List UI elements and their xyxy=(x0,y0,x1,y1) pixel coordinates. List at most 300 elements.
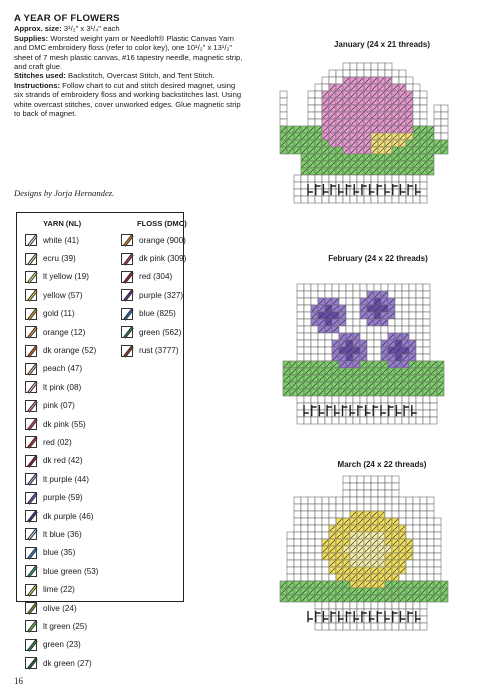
yarn-key-row xyxy=(25,507,115,525)
canvas-cell xyxy=(315,98,322,105)
instructions-text: Follow chart to cut and stitch desired magnet, using six strands of embroidery floss and working backstitches last. Using white overcast stitches, cover unworked edges. Glue magnetic strip to back of magnet. xyxy=(14,80,242,119)
canvas-cell xyxy=(297,340,304,347)
canvas-cell xyxy=(406,196,413,203)
floss-swatch xyxy=(121,345,133,357)
canvas-cell xyxy=(343,504,350,511)
floss-key-row xyxy=(121,341,187,359)
canvas-cell xyxy=(280,112,287,119)
yarn-key-row xyxy=(25,452,115,470)
canvas-cell xyxy=(294,567,301,574)
yarn-swatch xyxy=(25,400,37,412)
canvas-cell xyxy=(308,175,315,182)
canvas-cell xyxy=(420,105,427,112)
canvas-cell xyxy=(364,497,371,504)
canvas-cell xyxy=(416,312,423,319)
yarn-swatch xyxy=(25,418,37,430)
canvas-cell xyxy=(381,403,388,410)
canvas-cell xyxy=(357,504,364,511)
canvas-cell xyxy=(353,396,360,403)
canvas-cell xyxy=(427,511,434,518)
canvas-cell xyxy=(367,354,374,361)
canvas-cell xyxy=(350,196,357,203)
canvas-cell xyxy=(357,623,364,630)
canvas-cell xyxy=(409,291,416,298)
canvas-cell xyxy=(322,77,329,84)
canvas-cell xyxy=(308,119,315,126)
canvas-cell xyxy=(427,532,434,539)
yarn-column xyxy=(25,219,115,672)
supplies-text: Worsted weight yarn or Needloft® Plastic Canvas Yarn and DMC embroidery floss (refer to color key), one 10¹/₂" x 13¹/₂" sheet of 7 mesh plastic canvas, #16 tapestry needle, magnetic strip, and craft glue. xyxy=(14,33,243,72)
canvas-cell xyxy=(416,417,423,424)
yarn-key-row xyxy=(25,231,115,249)
canvas-cell xyxy=(423,417,430,424)
yarn-color-label: green (23) xyxy=(43,640,81,650)
canvas-cell xyxy=(402,312,409,319)
yarn-key-row xyxy=(25,488,115,506)
canvas-cell xyxy=(388,291,395,298)
canvas-cell xyxy=(420,539,427,546)
canvas-cell xyxy=(385,504,392,511)
canvas-cell xyxy=(434,532,441,539)
canvas-cell xyxy=(413,105,420,112)
yarn-color-label: dk red (42) xyxy=(43,456,83,466)
canvas-cell xyxy=(385,602,392,609)
canvas-cell xyxy=(413,119,420,126)
canvas-cell xyxy=(357,483,364,490)
floss-list xyxy=(121,231,187,360)
canvas-cell xyxy=(287,560,294,567)
yarn-color-label: blue green (53) xyxy=(43,566,99,576)
approx-size-label: Approx. size: xyxy=(14,24,62,34)
canvas-cell xyxy=(371,70,378,77)
canvas-cell xyxy=(311,396,318,403)
canvas-cell xyxy=(308,567,315,574)
canvas-cell xyxy=(378,490,385,497)
canvas-cell xyxy=(325,291,332,298)
canvas-cell xyxy=(395,326,402,333)
yarn-swatch xyxy=(25,363,37,375)
canvas-cell xyxy=(357,70,364,77)
canvas-cell xyxy=(392,623,399,630)
canvas-cell xyxy=(406,616,413,623)
canvas-cell xyxy=(339,326,346,333)
canvas-cell xyxy=(413,91,420,98)
canvas-cell xyxy=(427,525,434,532)
canvas-cell xyxy=(353,305,360,312)
yarn-key-row xyxy=(25,525,115,543)
canvas-cell xyxy=(329,196,336,203)
canvas-cell xyxy=(416,284,423,291)
canvas-cell xyxy=(322,84,329,91)
canvas-cell xyxy=(385,196,392,203)
canvas-cell xyxy=(301,182,308,189)
canvas-cell xyxy=(385,63,392,70)
canvas-cell xyxy=(360,417,367,424)
canvas-cell xyxy=(402,305,409,312)
canvas-cell xyxy=(360,333,367,340)
canvas-cell xyxy=(402,417,409,424)
canvas-cell xyxy=(339,284,346,291)
canvas-cell xyxy=(395,305,402,312)
canvas-cell xyxy=(399,623,406,630)
yarn-color-label: olive (24) xyxy=(43,603,77,613)
canvas-cell xyxy=(409,396,416,403)
canvas-cell xyxy=(420,602,427,609)
canvas-cell xyxy=(409,298,416,305)
canvas-cell xyxy=(304,312,311,319)
canvas-cell xyxy=(287,567,294,574)
canvas-cell xyxy=(315,504,322,511)
canvas-cell xyxy=(339,291,346,298)
floss-key-row xyxy=(121,268,187,286)
canvas-cell xyxy=(406,84,413,91)
canvas-cell xyxy=(367,340,374,347)
canvas-cell xyxy=(332,291,339,298)
canvas-cell xyxy=(304,319,311,326)
floss-color-label: blue (825) xyxy=(139,309,176,319)
canvas-cell xyxy=(350,70,357,77)
canvas-cell xyxy=(395,291,402,298)
canvas-cell xyxy=(297,354,304,361)
canvas-cell xyxy=(409,312,416,319)
canvas-cell xyxy=(367,417,374,424)
yarn-key-row xyxy=(25,599,115,617)
canvas-cell xyxy=(367,347,374,354)
canvas-cell xyxy=(360,326,367,333)
canvas-cell xyxy=(350,490,357,497)
canvas-cell xyxy=(339,396,346,403)
instructions-paragraph xyxy=(14,81,246,119)
canvas-cell xyxy=(308,511,315,518)
canvas-cell xyxy=(325,417,332,424)
canvas-cell xyxy=(332,417,339,424)
canvas-cell xyxy=(343,175,350,182)
canvas-cell xyxy=(402,319,409,326)
canvas-cell xyxy=(406,497,413,504)
canvas-cell xyxy=(332,333,339,340)
canvas-cell xyxy=(413,504,420,511)
canvas-cell xyxy=(420,119,427,126)
approx-size-value: 3¹/₂" x 3¹/₄" each xyxy=(63,24,120,34)
canvas-cell xyxy=(416,305,423,312)
canvas-cell xyxy=(434,525,441,532)
canvas-cell xyxy=(406,504,413,511)
canvas-cell xyxy=(434,105,441,112)
canvas-cell xyxy=(301,511,308,518)
canvas-cell xyxy=(378,189,385,196)
canvas-cell xyxy=(423,410,430,417)
canvas-cell xyxy=(308,546,315,553)
canvas-cell xyxy=(294,574,301,581)
canvas-cell xyxy=(413,546,420,553)
canvas-cell xyxy=(301,175,308,182)
canvas-cell xyxy=(346,326,353,333)
canvas-cell xyxy=(388,319,395,326)
canvas-cell xyxy=(329,504,336,511)
canvas-cell xyxy=(420,609,427,616)
canvas-cell xyxy=(441,133,448,140)
yarn-color-label: lime (22) xyxy=(43,585,75,595)
canvas-cell xyxy=(434,574,441,581)
canvas-cell xyxy=(392,497,399,504)
floss-swatch xyxy=(121,253,133,265)
canvas-cell xyxy=(315,553,322,560)
canvas-cell xyxy=(420,511,427,518)
canvas-cell xyxy=(420,91,427,98)
canvas-cell xyxy=(395,298,402,305)
canvas-cell xyxy=(346,319,353,326)
canvas-cell xyxy=(346,396,353,403)
canvas-cell xyxy=(406,560,413,567)
canvas-cell xyxy=(297,305,304,312)
canvas-cell xyxy=(434,112,441,119)
canvas-cell xyxy=(364,504,371,511)
canvas-cell xyxy=(325,354,332,361)
canvas-cell xyxy=(318,396,325,403)
canvas-cell xyxy=(315,525,322,532)
supplies-label: Supplies: xyxy=(14,33,49,43)
yarn-swatch xyxy=(25,345,37,357)
canvas-cell xyxy=(441,112,448,119)
canvas-cell xyxy=(304,396,311,403)
canvas-cell xyxy=(336,504,343,511)
canvas-cell xyxy=(374,347,381,354)
canvas-cell xyxy=(406,518,413,525)
instructions-block xyxy=(14,14,246,118)
canvas-cell xyxy=(427,497,434,504)
canvas-cell xyxy=(399,77,406,84)
canvas-cell xyxy=(360,396,367,403)
canvas-cell xyxy=(427,518,434,525)
march-grid xyxy=(276,474,452,644)
canvas-cell xyxy=(280,91,287,98)
canvas-cell xyxy=(409,326,416,333)
canvas-cell xyxy=(423,354,430,361)
canvas-cell xyxy=(420,525,427,532)
floss-swatch xyxy=(121,326,133,338)
canvas-cell xyxy=(297,396,304,403)
canvas-cell xyxy=(399,518,406,525)
canvas-cell xyxy=(427,504,434,511)
canvas-cell xyxy=(294,189,301,196)
canvas-cell xyxy=(406,623,413,630)
yarn-key-row xyxy=(25,562,115,580)
canvas-cell xyxy=(308,98,315,105)
yarn-swatch xyxy=(25,639,37,651)
canvas-cell xyxy=(322,532,329,539)
canvas-cell xyxy=(413,175,420,182)
canvas-cell xyxy=(343,602,350,609)
canvas-cell xyxy=(406,602,413,609)
canvas-cell xyxy=(357,476,364,483)
canvas-cell xyxy=(402,298,409,305)
canvas-cell xyxy=(406,511,413,518)
canvas-cell xyxy=(329,511,336,518)
canvas-cell xyxy=(434,546,441,553)
canvas-cell xyxy=(374,333,381,340)
canvas-cell xyxy=(301,546,308,553)
canvas-cell xyxy=(353,326,360,333)
yarn-swatch xyxy=(25,381,37,393)
canvas-cell xyxy=(322,497,329,504)
canvas-cell xyxy=(308,539,315,546)
canvas-cell xyxy=(315,567,322,574)
canvas-cell xyxy=(420,112,427,119)
canvas-cell xyxy=(301,532,308,539)
floss-swatch xyxy=(121,234,133,246)
canvas-cell xyxy=(325,333,332,340)
yarn-swatch xyxy=(25,547,37,559)
canvas-cell xyxy=(413,539,420,546)
canvas-cell xyxy=(294,546,301,553)
canvas-cell xyxy=(360,291,367,298)
canvas-cell xyxy=(315,497,322,504)
canvas-cell xyxy=(409,417,416,424)
canvas-cell xyxy=(381,326,388,333)
canvas-cell xyxy=(336,511,343,518)
yarn-color-label: peach (47) xyxy=(43,364,83,374)
yarn-color-label: dk pink (55) xyxy=(43,419,86,429)
canvas-cell xyxy=(287,539,294,546)
yarn-key-row xyxy=(25,305,115,323)
yarn-color-label: purple (59) xyxy=(43,493,83,503)
canvas-cell xyxy=(420,567,427,574)
canvas-cell xyxy=(343,63,350,70)
canvas-cell xyxy=(392,602,399,609)
canvas-cell xyxy=(385,70,392,77)
yarn-key-row xyxy=(25,636,115,654)
canvas-cell xyxy=(371,175,378,182)
canvas-cell xyxy=(434,560,441,567)
canvas-cell xyxy=(420,497,427,504)
canvas-cell xyxy=(413,518,420,525)
canvas-cell xyxy=(416,333,423,340)
canvas-cell xyxy=(346,291,353,298)
stitches-label: Stitches used: xyxy=(14,71,66,81)
canvas-cell xyxy=(318,417,325,424)
canvas-cell xyxy=(420,553,427,560)
canvas-cell xyxy=(343,511,350,518)
canvas-cell xyxy=(420,560,427,567)
canvas-cell xyxy=(350,63,357,70)
canvas-cell xyxy=(336,497,343,504)
canvas-cell xyxy=(353,319,360,326)
canvas-cell xyxy=(297,403,304,410)
canvas-cell xyxy=(311,326,318,333)
yarn-swatch xyxy=(25,271,37,283)
canvas-cell xyxy=(420,574,427,581)
yarn-color-label: lt yellow (19) xyxy=(43,272,89,282)
canvas-cell xyxy=(385,497,392,504)
canvas-cell xyxy=(420,546,427,553)
canvas-cell xyxy=(350,623,357,630)
canvas-cell xyxy=(322,602,329,609)
canvas-cell xyxy=(297,326,304,333)
color-key xyxy=(16,212,187,668)
canvas-cell xyxy=(308,518,315,525)
canvas-cell xyxy=(413,567,420,574)
canvas-cell xyxy=(395,312,402,319)
yarn-color-label: dk green (27) xyxy=(43,658,92,668)
canvas-cell xyxy=(304,354,311,361)
canvas-cell xyxy=(441,105,448,112)
canvas-cell xyxy=(294,497,301,504)
yarn-key-row xyxy=(25,286,115,304)
canvas-cell xyxy=(318,340,325,347)
yarn-swatch xyxy=(25,308,37,320)
canvas-cell xyxy=(381,417,388,424)
canvas-cell xyxy=(353,417,360,424)
canvas-cell xyxy=(315,105,322,112)
canvas-cell xyxy=(413,623,420,630)
canvas-cell xyxy=(301,189,308,196)
canvas-cell xyxy=(399,511,406,518)
canvas-cell xyxy=(402,326,409,333)
canvas-cell xyxy=(392,483,399,490)
canvas-cell xyxy=(350,602,357,609)
canvas-cell xyxy=(308,112,315,119)
canvas-cell xyxy=(329,70,336,77)
canvas-cell xyxy=(315,112,322,119)
canvas-cell xyxy=(301,518,308,525)
canvas-cell xyxy=(381,396,388,403)
canvas-cell xyxy=(392,77,399,84)
canvas-cell xyxy=(385,490,392,497)
canvas-cell xyxy=(315,196,322,203)
yarn-swatch xyxy=(25,620,37,632)
canvas-cell xyxy=(294,196,301,203)
canvas-cell xyxy=(395,319,402,326)
designer-credit: Designs by Jorja Hernandez. xyxy=(14,188,115,198)
canvas-cell xyxy=(322,560,329,567)
canvas-cell xyxy=(322,623,329,630)
canvas-cell xyxy=(325,396,332,403)
canvas-cell xyxy=(427,574,434,581)
yarn-key-row xyxy=(25,341,115,359)
yarn-key-row xyxy=(25,397,115,415)
yarn-key-row xyxy=(25,268,115,286)
yarn-key-row xyxy=(25,323,115,341)
floss-key-row xyxy=(121,286,187,304)
canvas-cell xyxy=(353,291,360,298)
yarn-swatch xyxy=(25,492,37,504)
yarn-swatch xyxy=(25,657,37,669)
yarn-key-row xyxy=(25,433,115,451)
canvas-cell xyxy=(346,312,353,319)
canvas-cell xyxy=(343,623,350,630)
canvas-cell xyxy=(413,532,420,539)
canvas-cell xyxy=(301,539,308,546)
canvas-cell xyxy=(308,560,315,567)
canvas-cell xyxy=(416,410,423,417)
canvas-cell xyxy=(294,553,301,560)
canvas-cell xyxy=(343,476,350,483)
canvas-cell xyxy=(308,196,315,203)
canvas-cell xyxy=(322,567,329,574)
canvas-cell xyxy=(423,284,430,291)
yarn-swatch xyxy=(25,510,37,522)
yarn-swatch xyxy=(25,473,37,485)
canvas-cell xyxy=(392,196,399,203)
floss-key-row xyxy=(121,323,187,341)
canvas-cell xyxy=(378,196,385,203)
canvas-cell xyxy=(287,546,294,553)
yarn-color-label: lt blue (36) xyxy=(43,529,82,539)
canvas-cell xyxy=(413,84,420,91)
canvas-cell xyxy=(357,602,364,609)
canvas-cell xyxy=(297,333,304,340)
canvas-cell xyxy=(308,525,315,532)
